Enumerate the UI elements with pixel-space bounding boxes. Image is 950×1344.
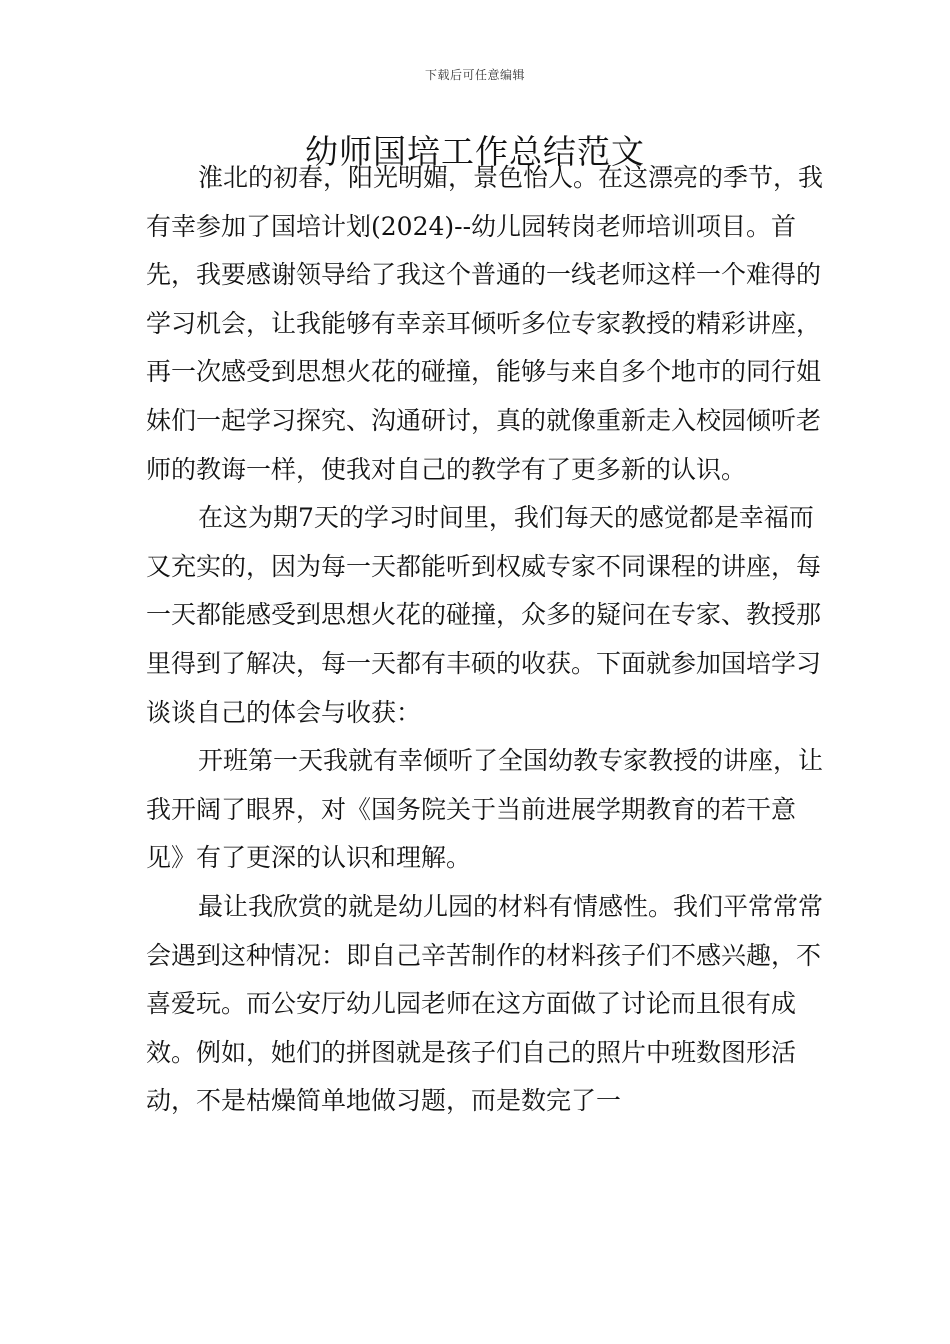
paragraph-4: 最让我欣赏的就是幼儿园的材料有情感性。我们平常常常会遇到这种情况：即自己辛苦制作的材料孩子们不感兴趣，不喜爱玩。而公安厅幼儿园老师在这方面做了讨论而且很有成效。例如，她们的拼图就是孩子们自己的照片中班数图形活动，不是枯燥简单地做习题，而是数完了一 xyxy=(146,891,824,1116)
document-body xyxy=(146,154,826,1126)
paragraph-2: 在这为期7天的学习时间里，我们每天的感觉都是幸福而又充实的，因为每一天都能听到权威专家不同课程的讲座，每一天都能感受到思想火花的碰撞，众多的疑问在专家、教授那里得到了解决，每一天都有丰硕的收获。下面就参加国培学习谈谈自己的体会与收获： xyxy=(146,503,822,727)
paragraph-3: 开班第一天我就有幸倾听了全国幼教专家教授的讲座，让我开阔了眼界，对《国务院关于当前进展学期教育的若干意见》有了更深的认识和理解。 xyxy=(146,746,824,873)
document-title: 幼师国培工作总结范文 xyxy=(305,132,645,171)
paragraph-1: 淮北的初春，阳光明媚，景色怡人。在这漂亮的季节，我有幸参加了国培计划(2024)--幼儿园转岗老师培训项目。首先，我要感谢领导给了我这个普通的一线老师这样一个难得的学习机会，让我能够有幸亲耳倾听多位专家教授的精彩讲座，再一次感受到思想火花的碰撞，能够与来自多个地市的同行姐妹们一起学习探究、沟通研讨，真的就像重新走入校园倾听老师的教诲一样，使我对自己的教学有了更多新的认识。 xyxy=(146,163,824,484)
header-note: 下载后可任意编辑 xyxy=(424,68,525,82)
